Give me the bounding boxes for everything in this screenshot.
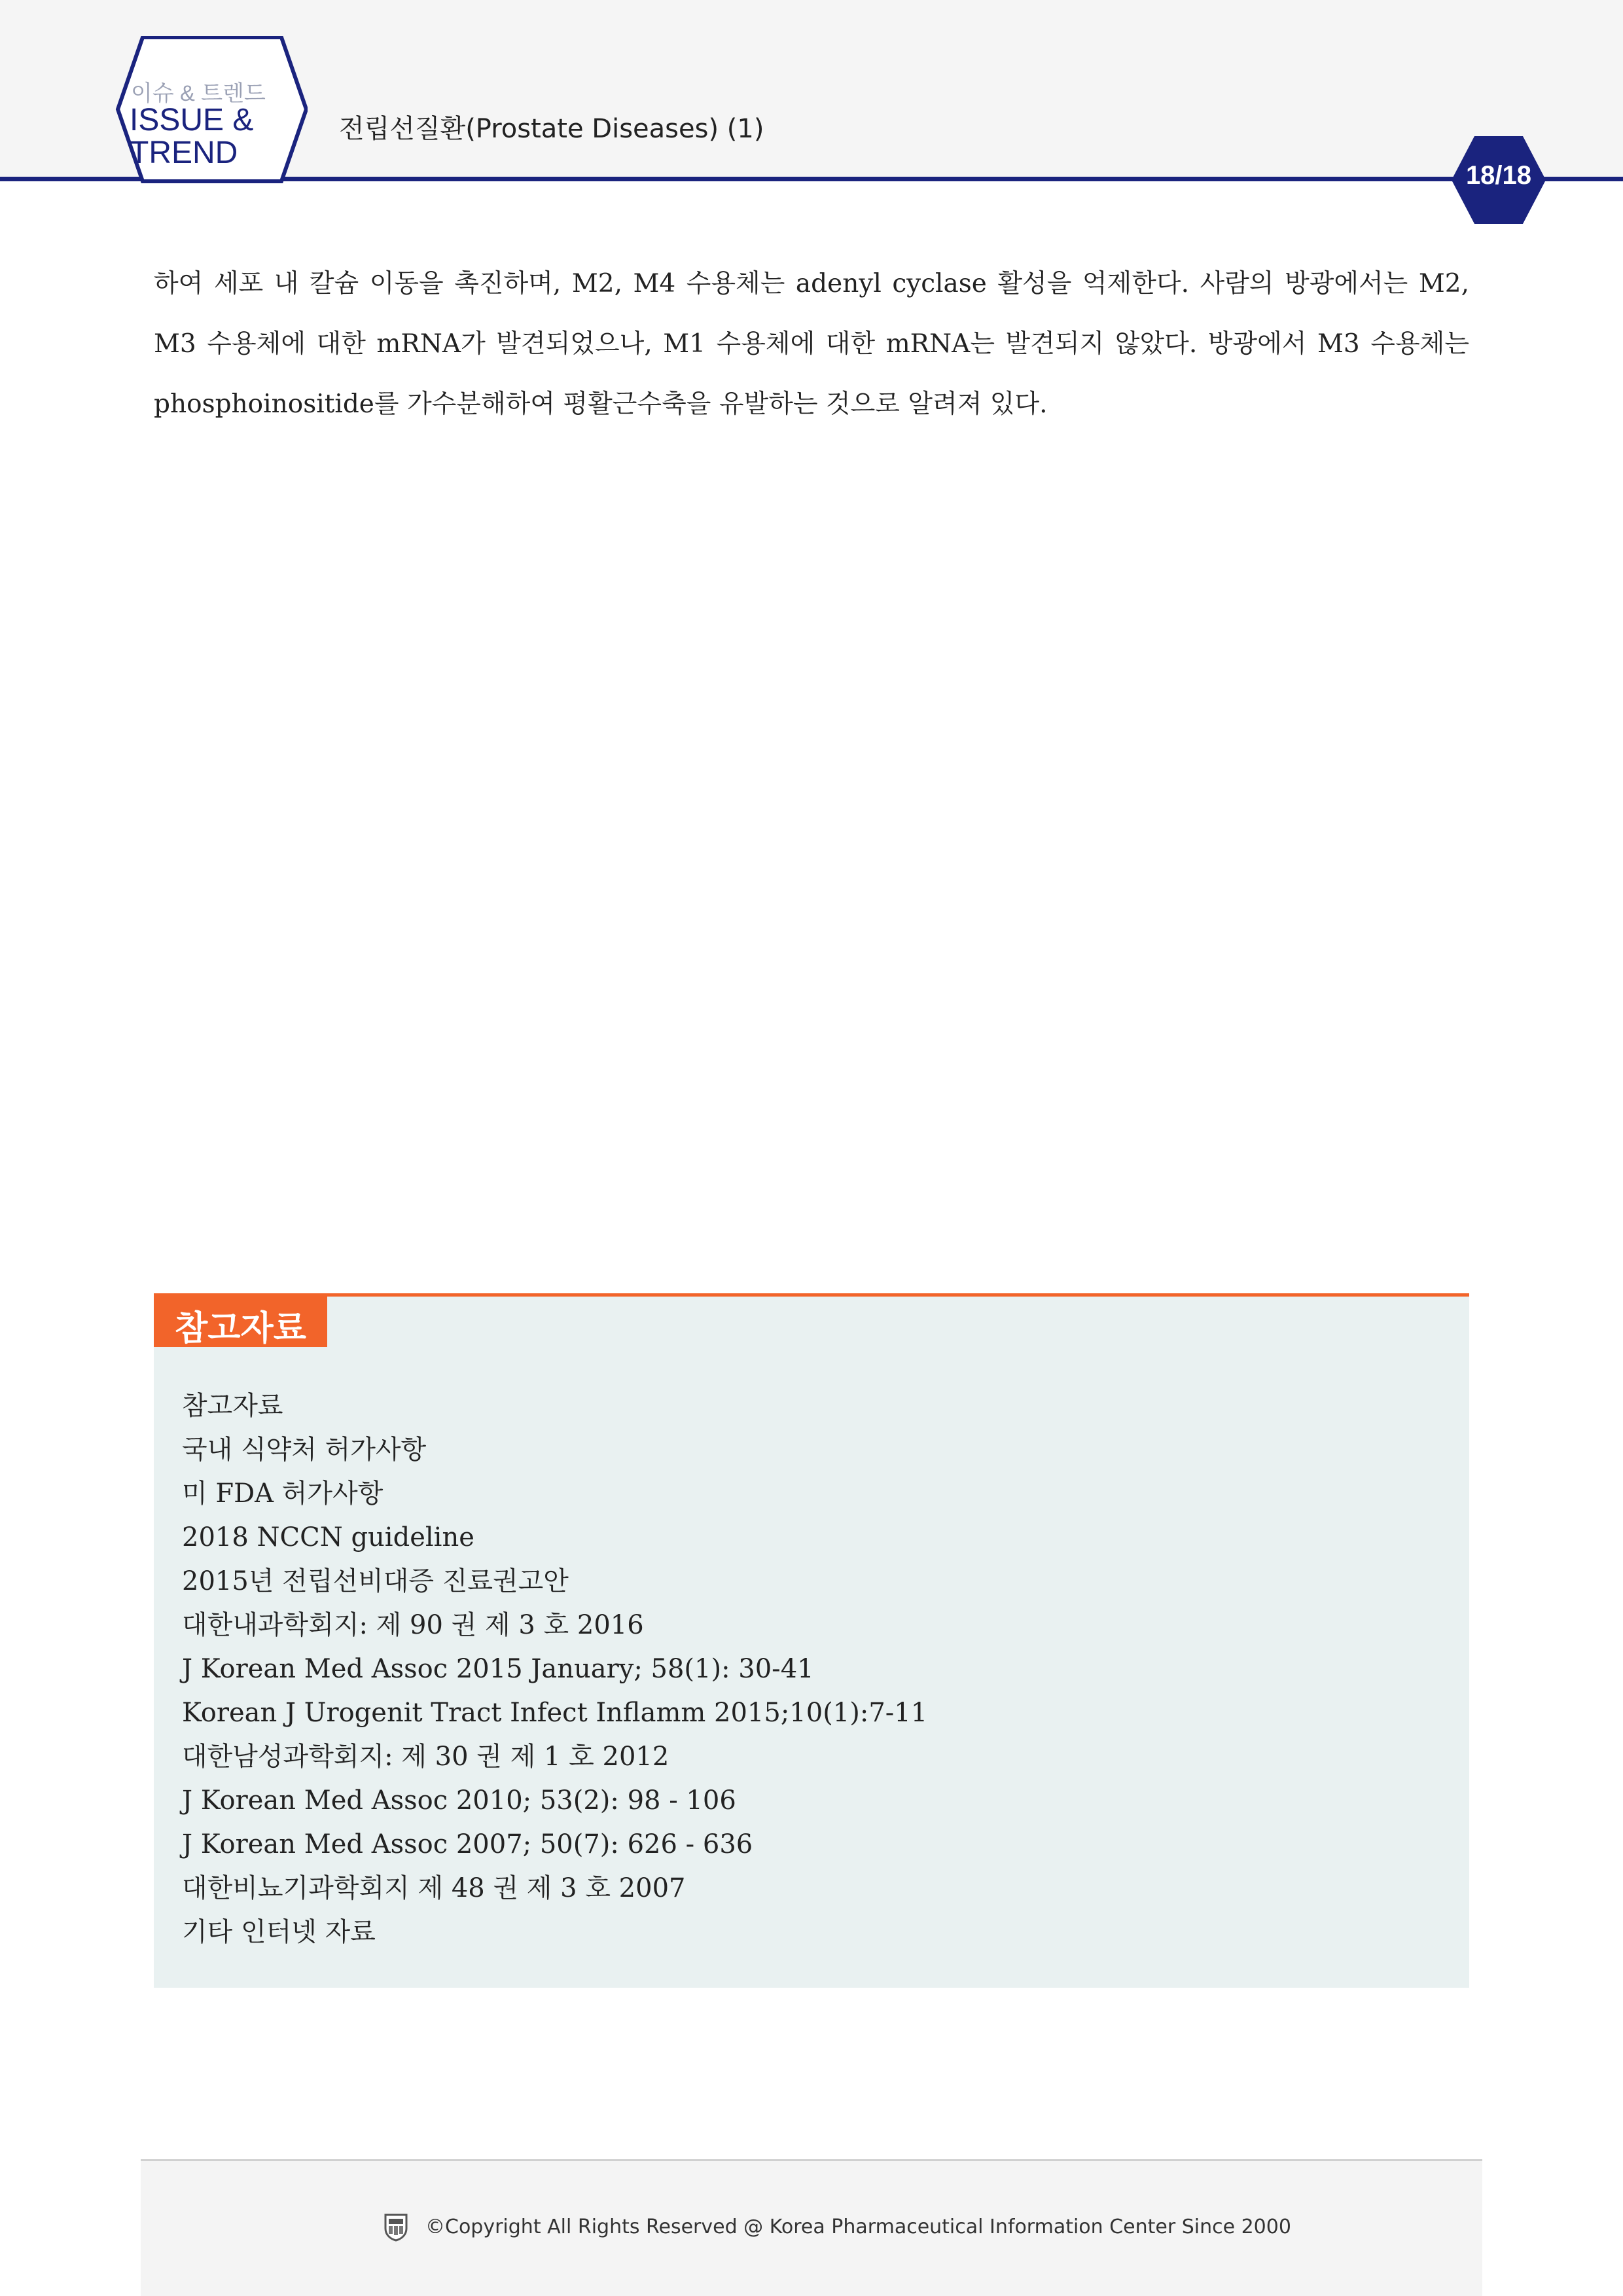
- copyright-notice: ©Copyright All Rights Reserved @ Korea Pharmaceutical Information Center Since 2000: [425, 2215, 1291, 2238]
- badge-title: ISSUE & TREND: [130, 103, 254, 170]
- reference-item: 기타 인터넷 자료: [182, 1917, 376, 1947]
- references-heading: 참고자료: [175, 1309, 306, 1348]
- reference-item: 국내 식약처 허가사항: [182, 1435, 427, 1465]
- reference-item: 2015년 전립선비대증 진료권고안: [182, 1566, 569, 1596]
- reference-item: J Korean Med Assoc 2010; 53(2): 98 - 106: [182, 1785, 736, 1816]
- reference-item: 참고자료: [182, 1391, 283, 1421]
- references-top-rule: [154, 1293, 1469, 1297]
- references-list: [182, 1384, 927, 1954]
- reference-item: Korean J Urogenit Tract Infect Inflamm 2015;10(1):7-11: [182, 1698, 928, 1728]
- reference-item: 미 FDA 허가사항: [182, 1479, 383, 1509]
- footer-divider: [141, 2159, 1482, 2161]
- body-paragraph: 하여 세포 내 칼슘 이동을 촉진하며, M2, M4 수용체는 adenyl cyclase 활성을 억제한다. 사람의 방광에서는 M2, M3 수용체에 대한 mRNA가 발견되었으나, M1 수용체에 대한 mRNA는 발견되지 않았다. 방광에서 M3 수용체는 phosphoinositide를 가수분해하여 평활근수축을 유발하는 것으로 알려져 있다.: [154, 269, 1469, 419]
- badge-kicker: 이슈 & 트렌드: [131, 81, 266, 106]
- issue-trend-badge: [85, 36, 308, 183]
- reference-item: J Korean Med Assoc 2007; 50(7): 626 - 636: [182, 1829, 753, 1859]
- document-title: 전립선질환(Prostate Diseases) (1): [339, 114, 764, 144]
- page-number: 18/18: [1465, 161, 1532, 190]
- reference-item: 대한내과학회지: 제 90 권 제 3 호 2016: [182, 1610, 644, 1640]
- reference-item: J Korean Med Assoc 2015 January; 58(1): 30-41: [182, 1654, 814, 1684]
- reference-item: 대한비뇨기과학회지 제 48 권 제 3 호 2007: [182, 1873, 686, 1903]
- reference-item: 대한남성과학회지: 제 30 권 제 1 호 2012: [182, 1742, 669, 1772]
- korea-pharmaceutical-information-center-logo-icon: [383, 2213, 409, 2242]
- reference-item: 2018 NCCN guideline: [182, 1522, 474, 1552]
